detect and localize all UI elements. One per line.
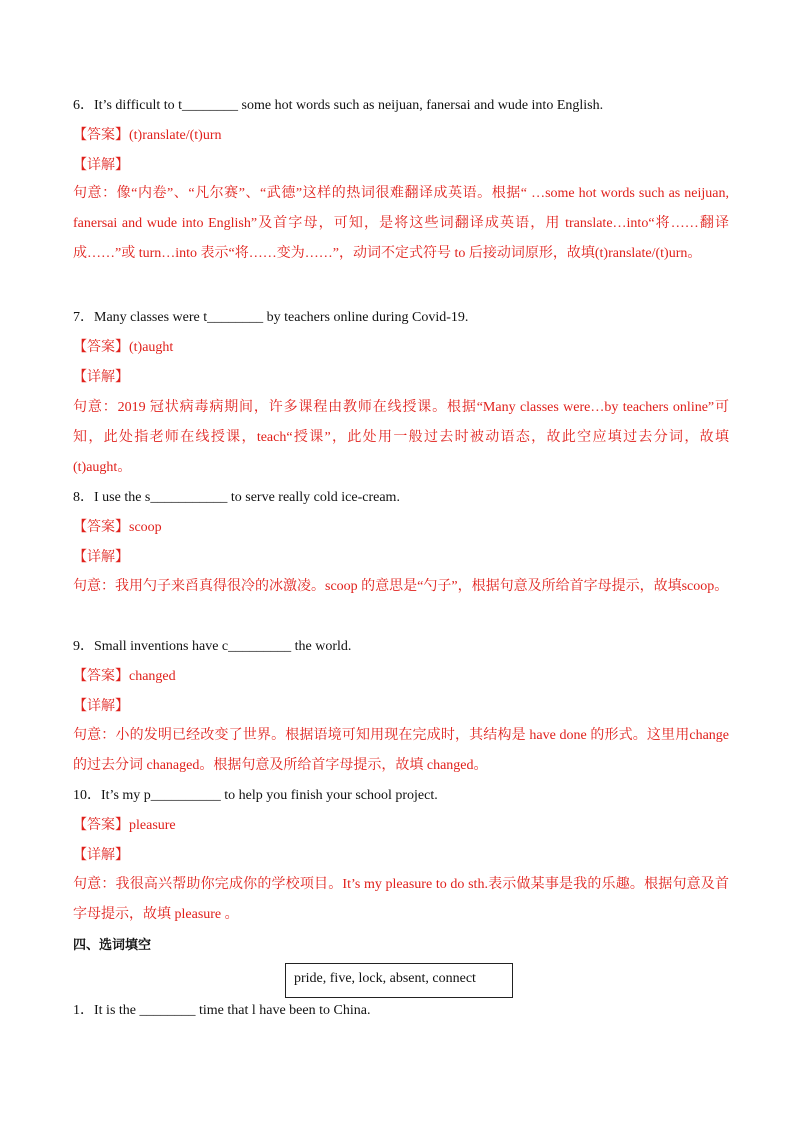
answer-8: 【答案】scoop — [73, 520, 162, 535]
question-6: 6．It’s difficult to t________ some hot words such as neijuan, fanersai and wude into English. — [73, 98, 604, 113]
question-7: 7．Many classes were t________ by teachers online during Covid-19. — [73, 310, 469, 325]
question-10: 10．It’s my p__________ to help you finish your school project. — [73, 788, 438, 803]
detail-label-10: 【详解】 — [73, 848, 129, 863]
section-heading: 四、选词填空 — [73, 938, 152, 953]
question-9: 9．Small inventions have c_________ the world. — [73, 639, 352, 654]
explanation-10: 句意：我很高兴帮助你完成你的学校项目。It’s my pleasure to do sth.表示做某事是我的乐趣。根据句意及首字母提示，故填 pleasure 。 — [73, 877, 729, 922]
detail-label-6: 【详解】 — [73, 158, 129, 173]
detail-label-9: 【详解】 — [73, 699, 129, 714]
explanation-8: 句意：我用勺子来舀真得很冷的冰激凌。scoop 的意思是“勺子”，根据句意及所给首字母提示，故填scoop。 — [73, 579, 729, 594]
explanation-6: 句意：像“内卷”、“凡尔赛”、“武德”这样的热词很难翻译成英语。根据“ …some hot words such as neijuan, fanersai and wude into English”及首字母，可知，是将这些词翻译成英语，用 translate…into“将……翻译成……”或 turn…into 表示“将……变为……”，动词不定式符号 to 后接动词原形，故填(t)ranslate/(t)urn。 — [73, 186, 729, 261]
detail-label-8: 【详解】 — [73, 550, 129, 565]
explanation-9: 句意：小的发明已经改变了世界。根据语境可知用现在完成时，其结构是 have done 的形式。这里用change 的过去分词 chanaged。根据句意及所给首字母提示，故填 changed。 — [73, 728, 729, 773]
answer-7: 【答案】(t)aught — [73, 340, 174, 355]
word-box: pride, five, lock, absent, connect — [285, 963, 513, 998]
answer-9: 【答案】changed — [73, 669, 176, 684]
explanation-7: 句意：2019 冠状病毒病期间，许多课程由教师在线授课。根据“Many classes were…by teachers online”可知，此处指老师在线授课，teach“授课”，此处用一般过去时被动语态，故此空应填过去分词，故填(t)aught。 — [73, 400, 729, 475]
detail-label-7: 【详解】 — [73, 370, 129, 385]
question-1: 1．It is the ________ time that l have been to China. — [73, 1003, 371, 1018]
answer-10: 【答案】pleasure — [73, 818, 176, 833]
question-8: 8．I use the s___________ to serve really cold ice-cream. — [73, 490, 400, 505]
answer-6: 【答案】(t)ranslate/(t)urn — [73, 128, 222, 143]
